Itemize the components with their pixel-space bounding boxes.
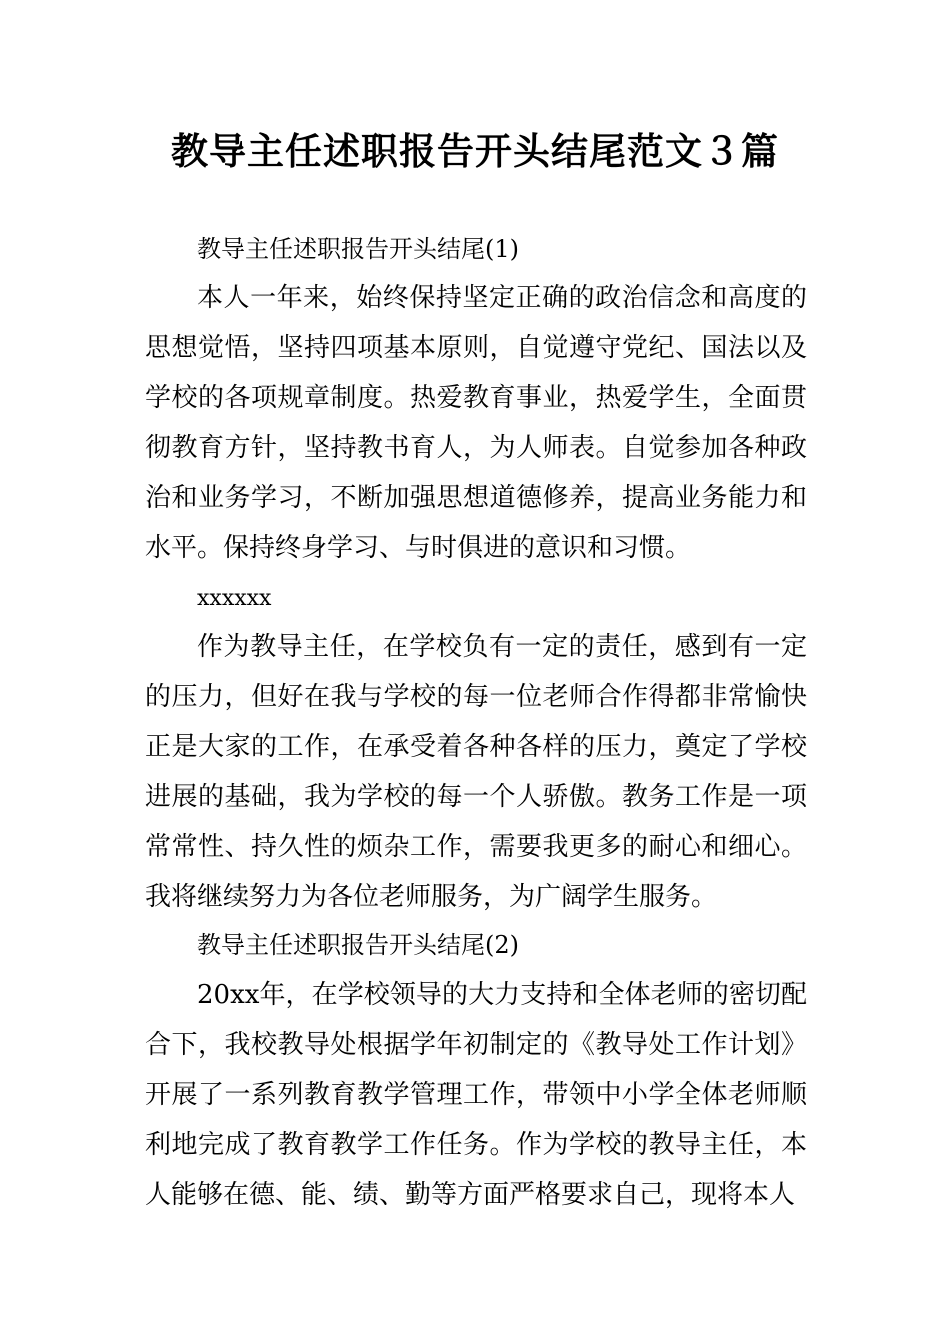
- paragraph-1: 本人一年来，始终保持坚定正确的政治信念和高度的思想觉悟，坚持四项基本原则，自觉遵守党纪、国法以及学校的各项规章制度。热爱教育事业，热爱学生，全面贯彻教育方针，坚持教书育人，为人师表。自觉参加各种政治和业务学习，不断加强思想道德修养，提高业务能力和水平。保持终身学习、与时俱进的意识和习惯。: [145, 283, 807, 563]
- section-heading-2: 教导主任述职报告开头结尾(2): [197, 931, 519, 959]
- paragraph-2: 作为教导主任，在学校负有一定的责任，感到有一定的压力，但好在我与学校的每一位老师合作得都非常愉快正是大家的工作，在承受着各种各样的压力，奠定了学校进展的基础，我为学校的每一个人骄傲。教务工作是一项常常性、持久性的烦杂工作，需要我更多的耐心和细心。我将继续努力为各位老师服务，为广阔学生服务。: [145, 632, 807, 912]
- section-heading-1: 教导主任述职报告开头结尾(1): [197, 235, 519, 263]
- paragraph-3: 20xx年，在学校领导的大力支持和全体老师的密切配合下，我校教导处根据学年初制定的《教导处工作计划》开展了一系列教育教学管理工作，带领中小学全体老师顺利地完成了教育教学工作任务。作为学校的教导主任，本人能够在德、能、绩、勤等方面严格要求自己，现将本人: [145, 980, 807, 1210]
- document-title: 教导主任述职报告开头结尾范文３篇: [171, 130, 779, 173]
- placeholder-mark: xxxxxx: [197, 586, 272, 611]
